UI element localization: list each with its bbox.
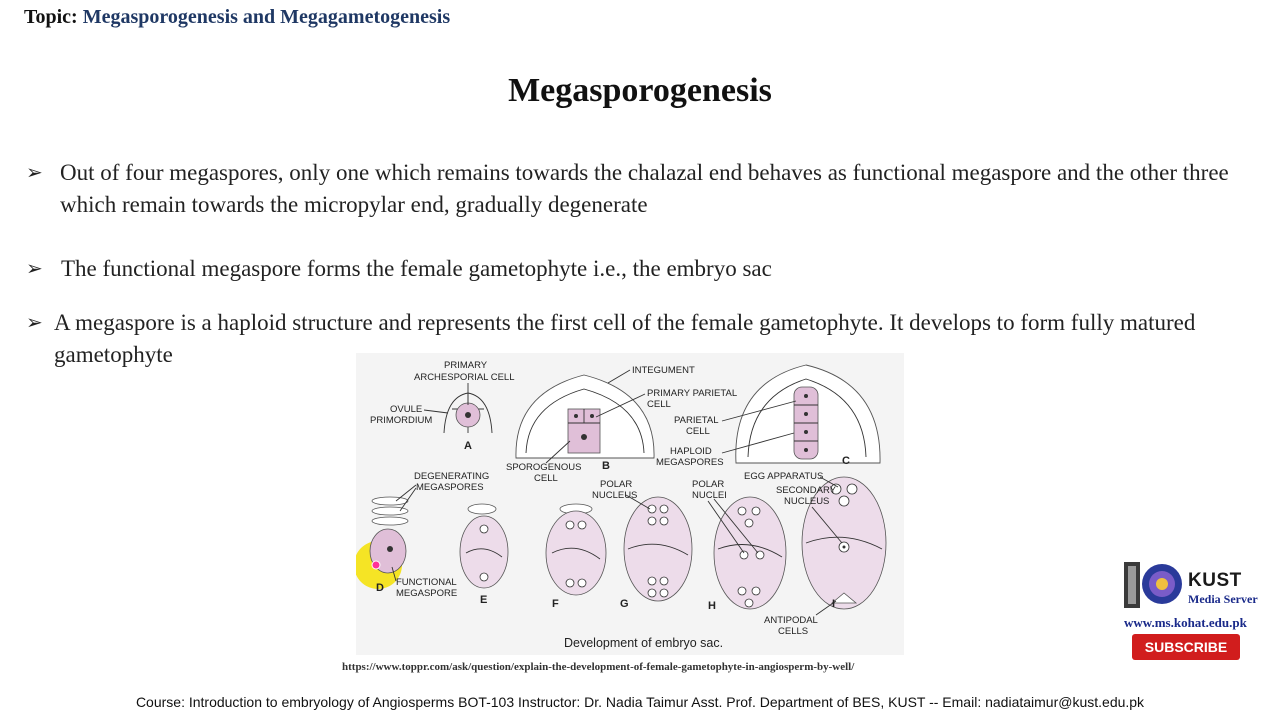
label-polar-nucleus: NUCLEUS <box>592 490 638 501</box>
label-archesporial-cell: ARCHESPORIAL CELL <box>414 372 515 383</box>
label-primary-parietal: PRIMARY PARIETAL <box>647 388 738 399</box>
label-functional: FUNCTIONAL <box>396 577 457 588</box>
kust-media-server: Media Server <box>1188 592 1258 606</box>
label-primary-parietal-cell: CELL <box>647 399 671 410</box>
bullet-text: Out of four megaspores, only one which remains towards the chalazal end behaves as functional megaspore and the other three which remain towards the micropylar end, gradually degenerate <box>60 160 1229 217</box>
label-egg-apparatus: EGG APPARATUS <box>744 471 824 482</box>
label-antipodal: ANTIPODAL <box>764 615 818 626</box>
source-url: https://www.toppr.com/ask/question/explain-the-development-of-female-gametophyte-in-angiosperm-by-well/ <box>342 661 855 673</box>
label-functional-megaspore: MEGASPORE <box>396 588 458 599</box>
topic-value: Megasporogenesis and Megagametogenesis <box>82 6 451 28</box>
kust-website[interactable]: www.ms.kohat.edu.pk <box>1124 615 1247 630</box>
bullet-text: The functional megaspore forms the female gametophyte i.e., the embryo sac <box>61 256 772 281</box>
stage-f-letter: F <box>552 598 559 610</box>
bullet-text: A megaspore is a haploid structure and represents the first cell of the female gametophyte. It develops to form fully matured gametophyte <box>54 310 1196 367</box>
stage-c-letter: C <box>842 455 850 467</box>
figure-caption: Development of embryo sac. <box>564 636 724 650</box>
stage-g-letter: G <box>620 598 629 610</box>
label-primary: PRIMARY <box>444 360 488 371</box>
label-antipodal-cells: CELLS <box>778 626 809 637</box>
stage-g-illustration <box>624 497 692 601</box>
embryo-sac-diagram <box>356 353 904 655</box>
label-primordium: PRIMORDIUM <box>370 415 433 426</box>
label-parietal: PARIETAL <box>674 415 719 426</box>
label-polar-nuclei: NUCLEI <box>692 490 727 501</box>
label-degenerating-megaspores: MEGASPORES <box>416 482 484 493</box>
topic-label: Topic: <box>24 6 78 28</box>
label-parietal-cell: CELL <box>686 426 710 437</box>
slide-title: Megasporogenesis <box>508 72 772 109</box>
kust-brand: KUST <box>1188 570 1242 591</box>
bullet-arrow-icon: ➢ <box>26 312 43 334</box>
label-integument: INTEGUMENT <box>632 365 695 376</box>
label-ovule: OVULE <box>390 404 423 415</box>
label-haploid-megaspores: MEGASPORES <box>656 457 724 468</box>
bullet-item <box>26 157 1246 221</box>
stage-e-letter: E <box>480 594 488 606</box>
stage-h-letter: H <box>708 600 716 612</box>
label-secondary-nucleus: NUCLEUS <box>784 496 830 507</box>
bullet-arrow-icon: ➢ <box>26 258 43 280</box>
subscribe-button[interactable]: SUBSCRIBE <box>1132 634 1240 660</box>
embryo-sac-figure <box>356 353 904 655</box>
label-secondary: SECONDARY <box>776 485 837 496</box>
bullet-item <box>26 253 1246 285</box>
kust-logo-icon <box>1124 556 1184 612</box>
stage-d-letter: D <box>376 582 384 594</box>
bullet-arrow-icon: ➢ <box>26 162 43 184</box>
label-sporogenous-cell: CELL <box>534 473 558 484</box>
kust-media-watermark <box>1116 552 1276 664</box>
footer-course-info: Course: Introduction to embryology of Angiosperms BOT-103 Instructor: Dr. Nadia Taimur Asst. Prof. Department of BES, KUST -- Email: nadiataimur@kust.edu.pk <box>135 694 1145 710</box>
label-haploid: HAPLOID <box>670 446 712 457</box>
label-degenerating: DEGENERATING <box>414 471 490 482</box>
stage-a-letter: A <box>464 440 472 452</box>
stage-i-letter: I <box>832 598 836 610</box>
stage-h-illustration <box>714 497 786 609</box>
label-polar: POLAR <box>600 479 633 490</box>
label-sporogenous: SPOROGENOUS <box>506 462 582 473</box>
topic-line <box>24 6 450 29</box>
label-polar-2: POLAR <box>692 479 725 490</box>
stage-b-letter: B <box>602 460 610 472</box>
